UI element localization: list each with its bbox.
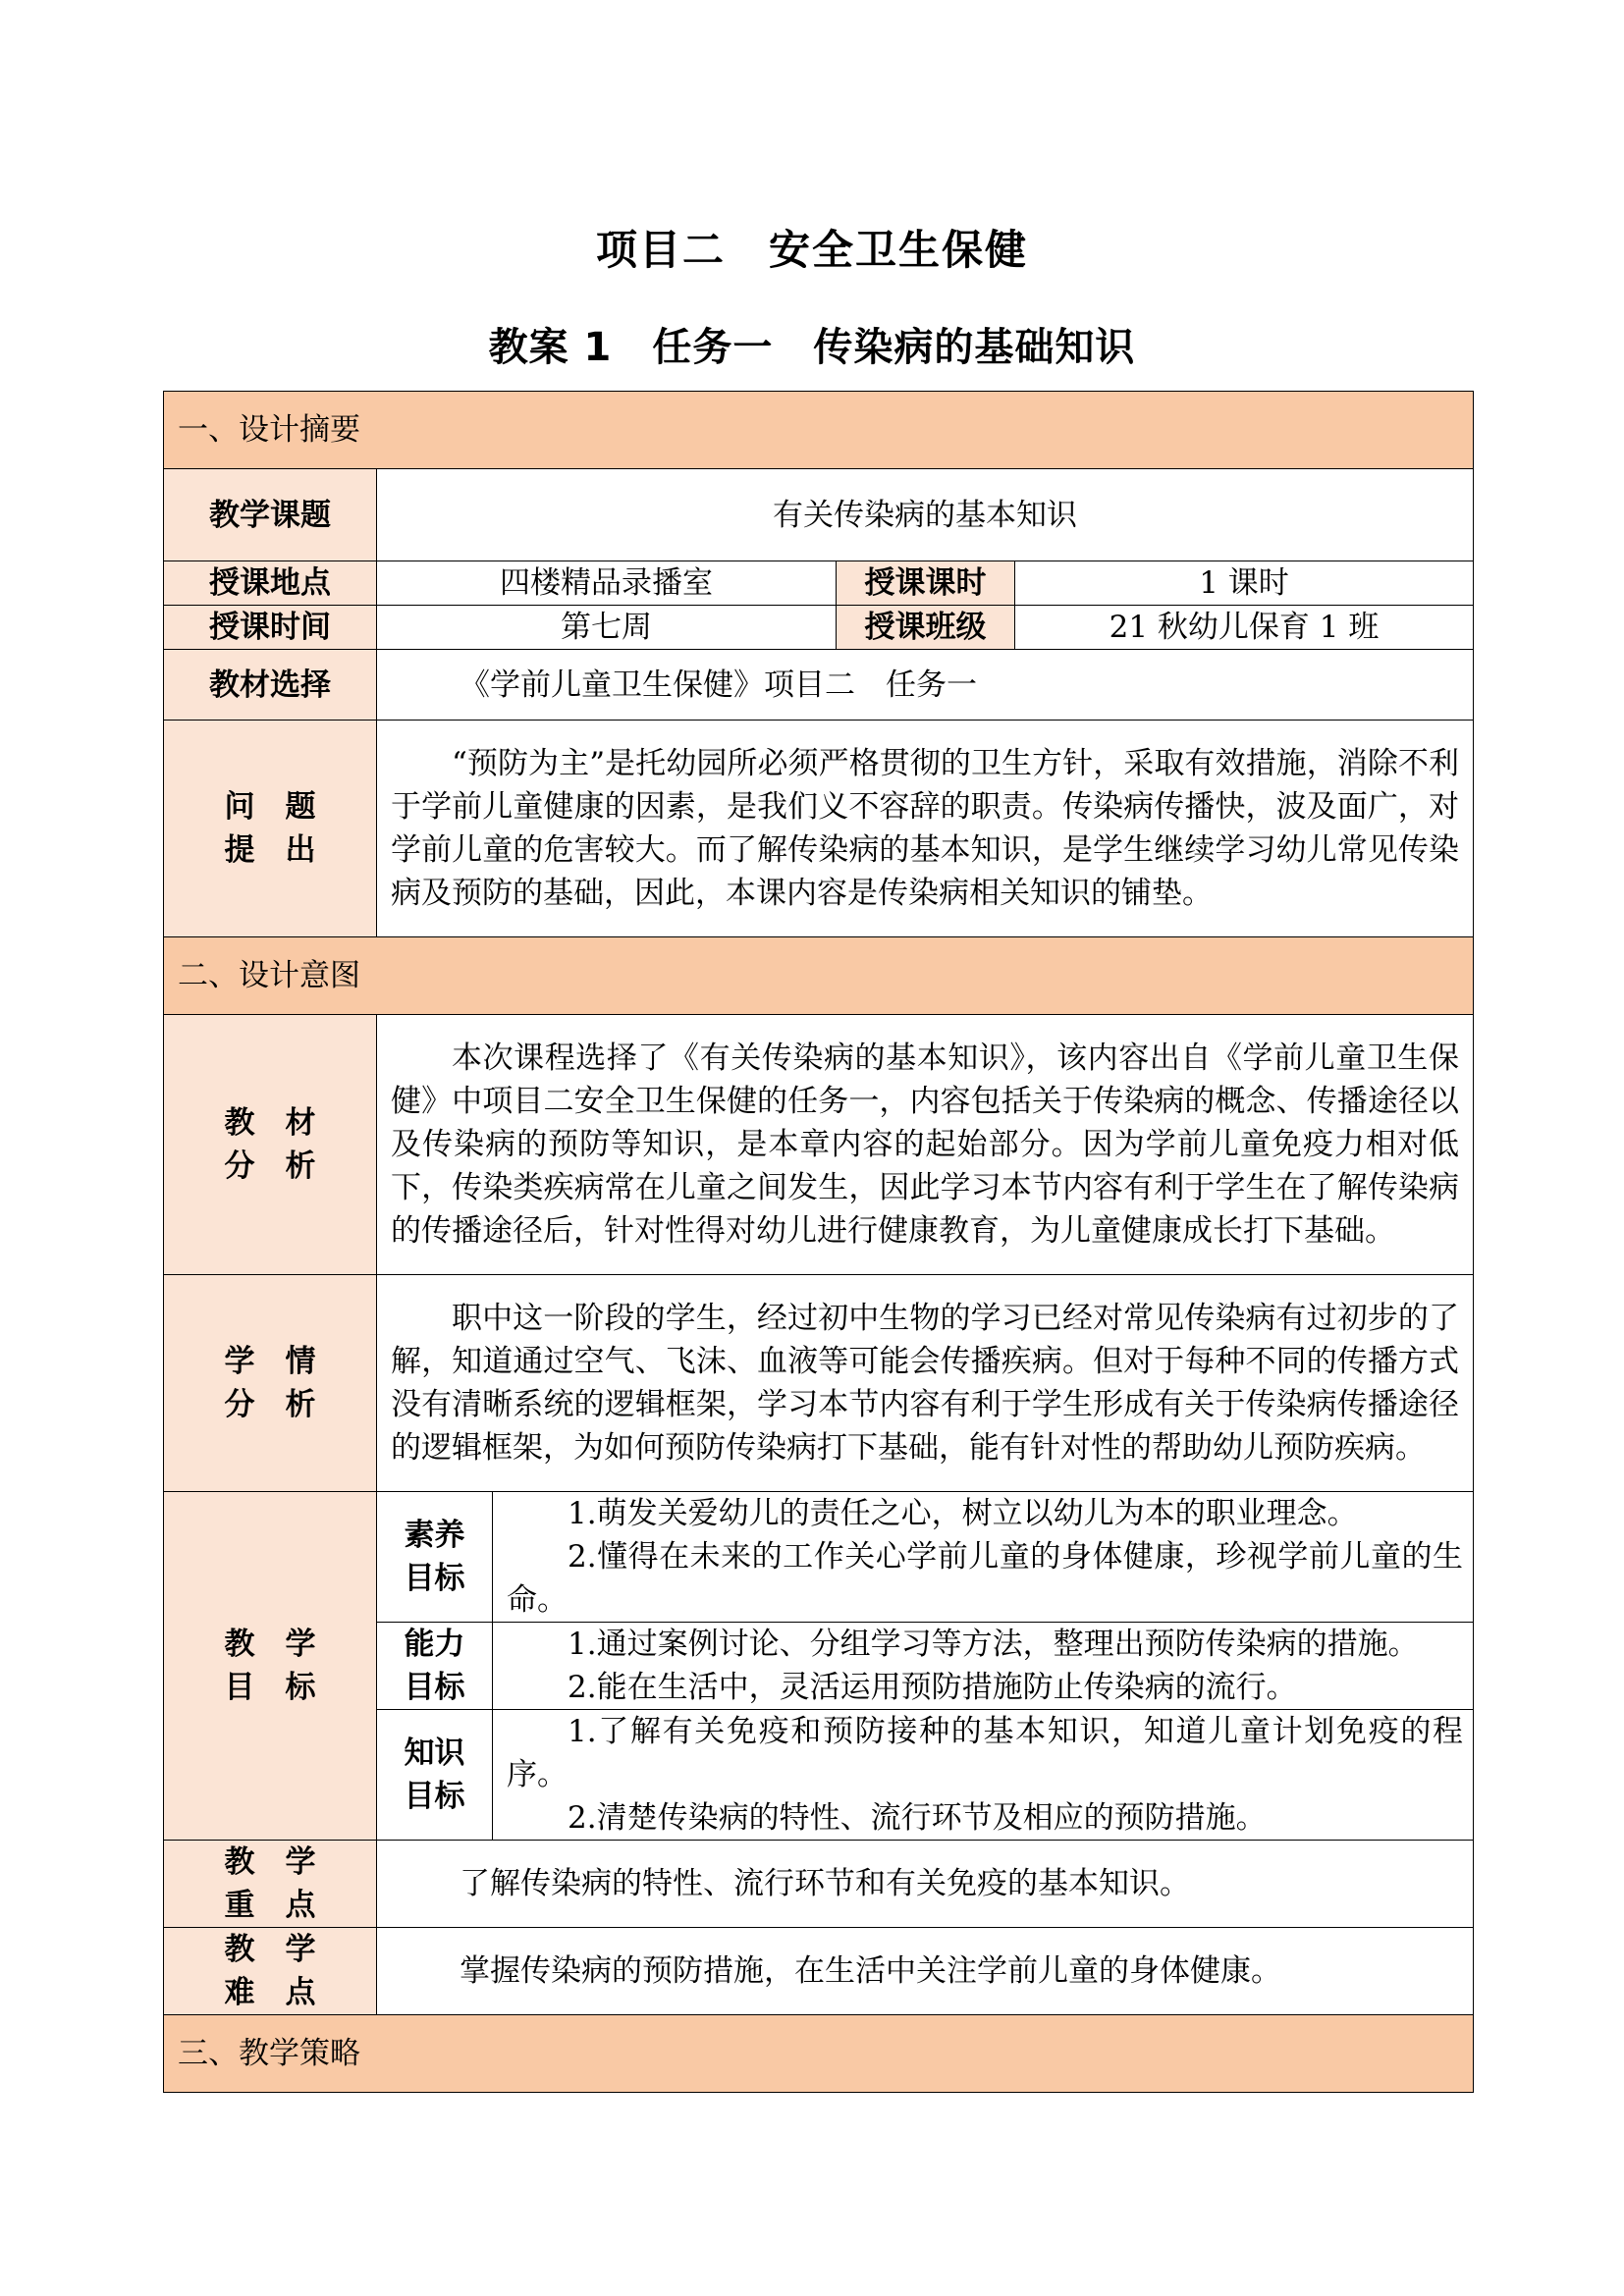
section-header-summary: 一、设计摘要 xyxy=(164,392,1474,469)
lesson-subtitle: 教案 1 任务一 传染病的基础知识 xyxy=(488,325,1136,370)
page-title: 项目二 安全卫生保健 xyxy=(595,226,1028,274)
section-header-strategy: 三、教学策略 xyxy=(164,2015,1474,2093)
hours-label: 授课课时 xyxy=(837,561,1015,606)
list-item: 2.清楚传染病的特性、流行环节及相应的预防措施。 xyxy=(568,1800,1267,1836)
material-analysis-label: 教 材 分 析 xyxy=(164,1015,377,1275)
goal-literacy-label: 素养 目标 xyxy=(377,1492,493,1623)
material-analysis-text: 本次课程选择了《有关传染病的基本知识》，该内容出自《学前儿童卫生保健》中项目二安全卫生保健的任务一，内容包括关于传染病的概念、传播途径以及传染病的预防等知识，是本章内容的起始部分。因为学前儿童免疫力相对低下，传染类疾病常在儿童之间发生，因此学习本节内容有利于学生在了解传染病的传播途径后，针对性得对幼儿进行健康教育，为儿童健康成长打下基础。 xyxy=(377,1015,1474,1275)
list-item: 2.能在生活中，灵活运用预防措施防止传染病的流行。 xyxy=(568,1670,1297,1705)
goal-knowledge-list xyxy=(493,1710,1474,1841)
student-analysis-text: 职中这一阶段的学生，经过初中生物的学习已经对常见传染病有过初步的了解，知道通过空气、飞沫、血液等可能会传播疾病。但对于每种不同的传播方式没有清晰系统的逻辑框架，学习本节内容有利于学生形成有关于传染病传播途径的逻辑框架，为如何预防传染病打下基础，能有针对性的帮助幼儿预防疾病。 xyxy=(377,1275,1474,1492)
time-label: 授课时间 xyxy=(164,606,377,650)
problem-text: “预防为主”是托幼园所必须严格贯彻的卫生方针，采取有效措施，消除不利于学前儿童健康的因素，是我们义不容辞的职责。传染病传播快，波及面广，对学前儿童的危害较大。而了解传染病的基本知识，是学生继续学习幼儿常见传染病及预防的基础，因此，本课内容是传染病相关知识的铺垫。 xyxy=(377,721,1474,937)
student-analysis-label: 学 情 分 析 xyxy=(164,1275,377,1492)
goal-ability-label: 能力 目标 xyxy=(377,1623,493,1710)
section-header-design: 二、设计意图 xyxy=(164,937,1474,1015)
teaching-goals-label: 教 学 目 标 xyxy=(164,1492,377,1841)
hours-value: 1 课时 xyxy=(1015,561,1474,606)
textbook-label: 教材选择 xyxy=(164,650,377,721)
goal-ability-list xyxy=(493,1623,1474,1710)
time-value: 第七周 xyxy=(377,606,837,650)
location-label: 授课地点 xyxy=(164,561,377,606)
topic-value: 有关传染病的基本知识 xyxy=(377,469,1474,561)
lesson-plan-table xyxy=(163,391,1474,2093)
list-item: 1.萌发关爱幼儿的责任之心，树立以幼儿为本的职业理念。 xyxy=(568,1496,1358,1531)
list-item: 2.懂得在未来的工作关心学前儿童的身体健康，珍视学前儿童的生命。 xyxy=(507,1539,1463,1618)
difficult-points-label: 教 学 难 点 xyxy=(164,1928,377,2015)
list-item: 1.了解有关免疫和预防接种的基本知识，知道儿童计划免疫的程序。 xyxy=(507,1714,1463,1792)
difficult-points-text: 掌握传染病的预防措施，在生活中关注学前儿童的身体健康。 xyxy=(377,1928,1474,2015)
key-points-text: 了解传染病的特性、流行环节和有关免疫的基本知识。 xyxy=(377,1841,1474,1928)
problem-label: 问 题 提 出 xyxy=(164,721,377,937)
list-item: 1.通过案例讨论、分组学习等方法，整理出预防传染病的措施。 xyxy=(568,1627,1419,1662)
location-value: 四楼精品录播室 xyxy=(377,561,837,606)
topic-label: 教学课题 xyxy=(164,469,377,561)
key-points-label: 教 学 重 点 xyxy=(164,1841,377,1928)
goal-literacy-list xyxy=(493,1492,1474,1623)
class-value: 21 秋幼儿保育 1 班 xyxy=(1015,606,1474,650)
class-label: 授课班级 xyxy=(837,606,1015,650)
goal-knowledge-label: 知识 目标 xyxy=(377,1710,493,1841)
textbook-value: 《学前儿童卫生保健》项目二 任务一 xyxy=(377,650,1474,721)
